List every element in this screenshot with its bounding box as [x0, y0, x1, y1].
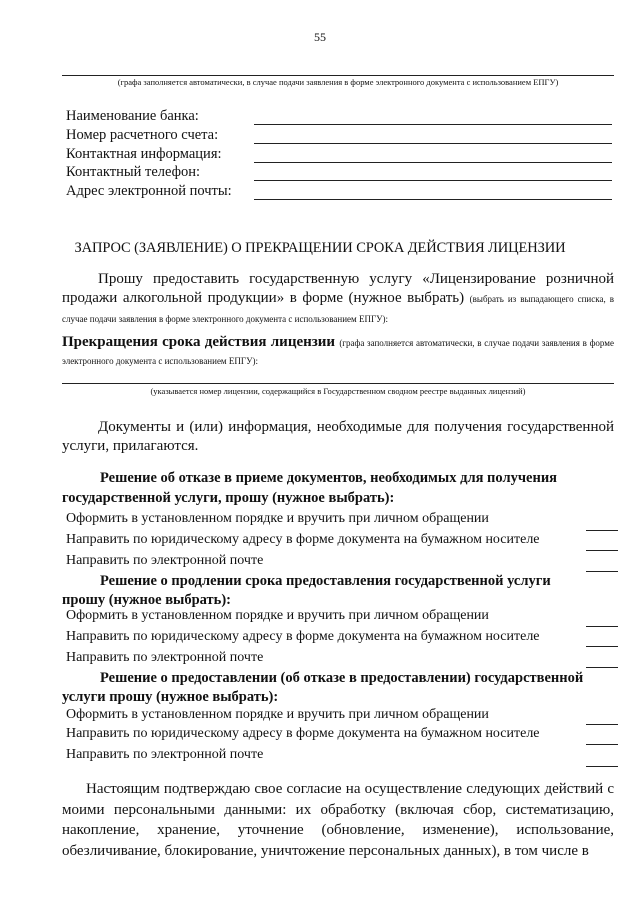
section-2-option-legal-address: Направить по юридическому адресу в форме документа на бумажном носителе: [66, 629, 540, 644]
field-bank-name-label: Наименование банка:: [66, 108, 199, 124]
license-number-input[interactable]: [62, 383, 614, 384]
auto-field-note: (графа заполняется автоматически, в случае подачи заявления в форме электронного документа с использованием ЕПГУ): [117, 77, 559, 87]
field-phone-input[interactable]: [254, 180, 612, 181]
document-title: ЗАПРОС (ЗАЯВЛЕНИЕ) О ПРЕКРАЩЕНИИ СРОКА ДЕЙСТВИЯ ЛИЦЕНЗИИ: [74, 240, 566, 256]
section-1-option-personal: Оформить в установленном порядке и вручить при личном обращении: [66, 511, 489, 526]
section-2-heading-line1: Решение о продлении срока предоставления государственной услуги: [100, 573, 551, 589]
field-email-label: Адрес электронной почты:: [66, 183, 232, 199]
section-2-checkbox-legal-address[interactable]: [586, 646, 618, 647]
field-email-input[interactable]: [254, 199, 612, 200]
section-1-option-legal-address: Направить по юридическому адресу в форме документа на бумажном носителе: [66, 532, 540, 547]
form-type-paragraph: [62, 334, 614, 370]
section-3-heading-line1: Решение о предоставлении (об отказе в предоставлении) государственной: [100, 670, 584, 686]
section-3-checkbox-personal[interactable]: [586, 724, 618, 725]
section-1-checkbox-personal[interactable]: [586, 530, 618, 531]
section-1-checkbox-legal-address[interactable]: [586, 550, 618, 551]
documents-paragraph: Документы и (или) информация, необходимые для получения государственной услуги, прилагаются.: [62, 419, 614, 454]
section-1-heading-line1: Решение об отказе в приеме документов, необходимых для получения: [100, 470, 558, 486]
section-3-heading-line2: услуги прошу (нужное выбрать):: [62, 689, 279, 705]
field-contact-input[interactable]: [254, 162, 612, 163]
page-number: 55: [314, 30, 326, 44]
section-3-option-email: Направить по электронной почте: [66, 747, 264, 762]
field-account-label: Номер расчетного счета:: [66, 127, 219, 143]
section-3-option-legal-address: Направить по юридическому адресу в форме документа на бумажном носителе: [66, 726, 540, 741]
field-phone-label: Контактный телефон:: [66, 164, 201, 180]
section-3-option-personal: Оформить в установленном порядке и вручить при личном обращении: [66, 707, 489, 722]
request-note: (выбрать из выпадающего списка, в случае подачи заявления в форме электронного документа с использованием ЕПГУ):: [62, 294, 615, 324]
section-1-heading-line2: государственной услуги, прошу (нужное выбрать):: [62, 490, 395, 506]
form-type-value: Прекращения срока действия лицензии: [62, 334, 336, 350]
field-bank-name-input[interactable]: [254, 124, 612, 125]
section-2-checkbox-personal[interactable]: [586, 626, 618, 627]
section-1-checkbox-email[interactable]: [586, 571, 618, 572]
section-3-checkbox-legal-address[interactable]: [586, 744, 618, 745]
consent-paragraph: Настоящим подтверждаю свое согласие на осуществление следующих действий с моими персональными данными: их обработку (включая сбор, систематизацию, накопление, хранение, уточнение (обновление, изменение), использование, обезличивание, блокирование, уничтожение персональных данных), в том числе в: [62, 781, 614, 859]
section-2-heading-line2: прошу (нужное выбрать):: [62, 592, 231, 608]
section-3-checkbox-email[interactable]: [586, 766, 618, 767]
auto-field-line: [62, 75, 614, 76]
section-2-checkbox-email[interactable]: [586, 667, 618, 668]
section-2-option-personal: Оформить в установленном порядке и вручить при личном обращении: [66, 608, 489, 623]
form-type-note: (графа заполняется автоматически, в случае подачи заявления в форме электронного документа с использованием ЕПГУ):: [62, 338, 614, 366]
field-account-input[interactable]: [254, 143, 612, 144]
request-main-text: Прошу предоставить государственную услугу «Лицензирование розничной продажи алкогольной продукции» в форме (нужное выбрать): [62, 271, 614, 306]
section-1-option-email: Направить по электронной почте: [66, 553, 264, 568]
license-number-note: (указывается номер лицензии, содержащийся в Государственном сводном реестре выданных лицензий): [150, 386, 526, 396]
field-contact-label: Контактная информация:: [66, 146, 222, 162]
section-2-option-email: Направить по электронной почте: [66, 650, 264, 665]
request-paragraph: [62, 270, 614, 329]
